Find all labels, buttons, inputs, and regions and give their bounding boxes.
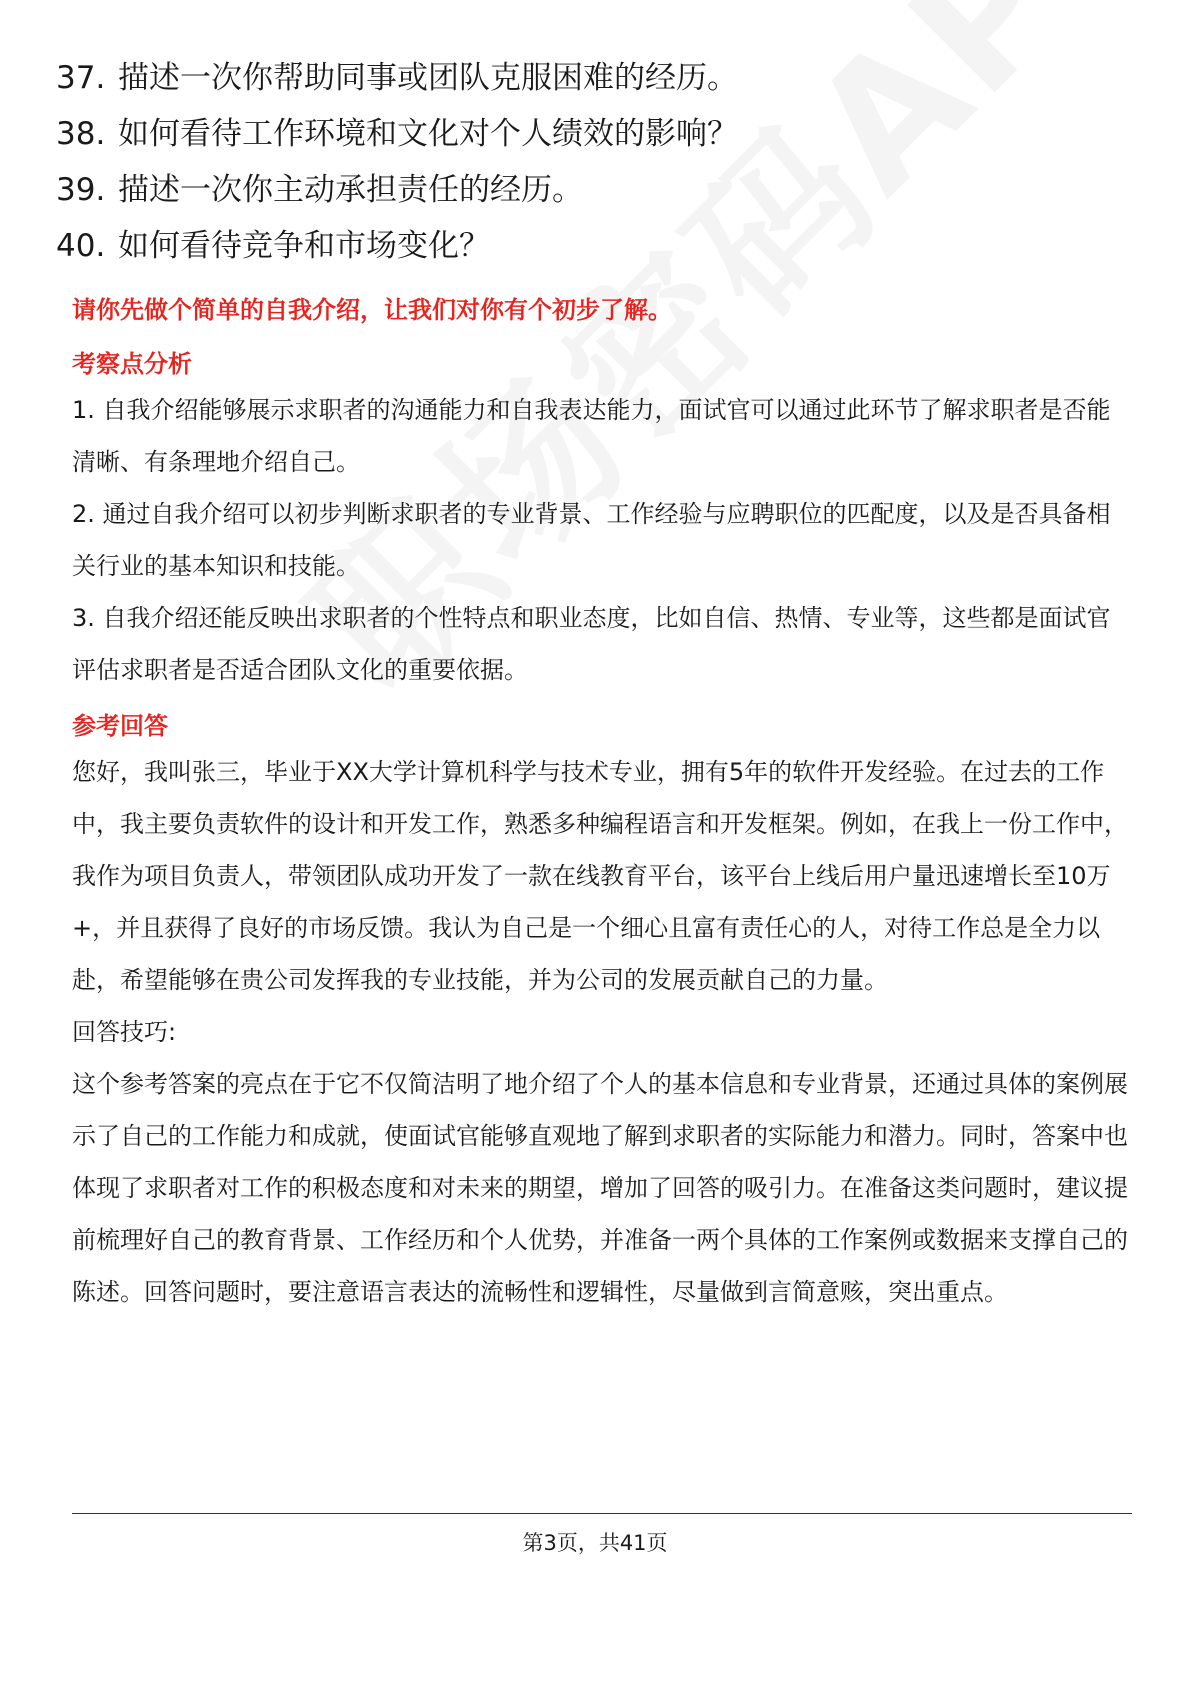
question-number: 39. bbox=[56, 172, 106, 208]
reference-answer: 您好，我叫张三，毕业于XX大学计算机科学与技术专业，拥有5年的软件开发经验。在过去的工作中，我主要负责软件的设计和开发工作，熟悉多种编程语言和开发框架。例如，在我上一份工作中，我作为项目负责人，带领团队成功开发了一款在线教育平台，该平台上线后用户量迅速增长至10万+，并且获得了良好的市场反馈。我认为自己是一个细心且富有责任心的人，对待工作总是全力以赴，希望能够在贵公司发挥我的专业技能，并为公司的发展贡献自己的力量。 bbox=[72, 758, 1128, 994]
analysis-point: 1. 自我介绍能够展示求职者的沟通能力和自我表达能力，面试官可以通过此环节了解求职者是否能清晰、有条理地介绍自己。 bbox=[72, 396, 1111, 476]
tips-text: 这个参考答案的亮点在于它不仅简洁明了地介绍了个人的基本信息和专业背景，还通过具体的案例展示了自己的工作能力和成就，使面试官能够直观地了解到求职者的实际能力和潜力。同时，答案中也体现了求职者对工作的积极态度和对未来的期望，增加了回答的吸引力。在准备这类问题时，建议提前梳理好自己的教育背景、工作经历和个人优势，并准备一两个具体的工作案例或数据来支撑自己的陈述。回答问题时，要注意语言表达的流畅性和逻辑性，尽量做到言简意赅，突出重点。 bbox=[72, 1070, 1128, 1306]
question-text: 描述一次你主动承担责任的经历。 bbox=[118, 172, 583, 208]
analysis-point: 2. 通过自我介绍可以初步判断求职者的专业背景、工作经验与应聘职位的匹配度，以及是否具备相关行业的基本知识和技能。 bbox=[72, 500, 1111, 580]
question-item bbox=[56, 50, 1136, 106]
question-item bbox=[56, 106, 1136, 162]
question-item bbox=[56, 218, 1136, 274]
page-number: 第3页，共41页 bbox=[522, 1531, 668, 1555]
question-number: 40. bbox=[56, 228, 106, 264]
footer-divider bbox=[72, 1513, 1132, 1514]
analysis-point: 3. 自我介绍还能反映出求职者的个性特点和职业态度，比如自信、热情、专业等，这些都是面试官评估求职者是否适合团队文化的重要依据。 bbox=[72, 604, 1111, 684]
tips-label: 回答技巧: bbox=[72, 1018, 177, 1046]
question-list bbox=[56, 50, 1136, 274]
question-number: 37. bbox=[56, 60, 106, 96]
question-number: 38. bbox=[56, 116, 106, 152]
question-text: 描述一次你帮助同事或团队克服困难的经历。 bbox=[118, 60, 738, 96]
question-text: 如何看待竞争和市场变化？ bbox=[118, 228, 490, 264]
reference-heading: 参考回答 bbox=[72, 712, 168, 740]
question-text: 如何看待工作环境和文化对个人绩效的影响？ bbox=[118, 116, 738, 152]
question-item bbox=[56, 162, 1136, 218]
content bbox=[72, 290, 1132, 1318]
analysis-heading: 考察点分析 bbox=[72, 350, 192, 378]
main-question: 请你先做个简单的自我介绍，让我们对你有个初步了解。 bbox=[72, 296, 672, 324]
